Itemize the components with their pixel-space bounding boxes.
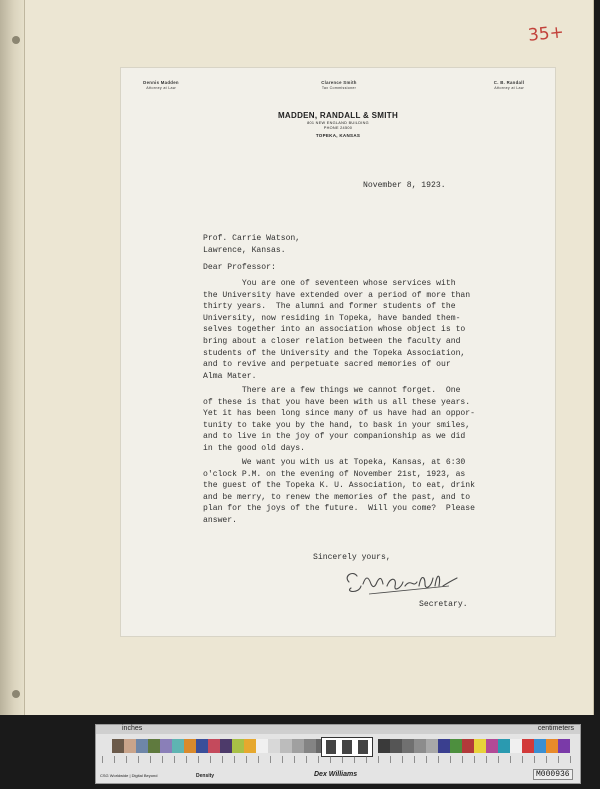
item-id-label: M000936 <box>533 769 573 780</box>
letterhead-left <box>136 81 186 90</box>
firm-name: MADDEN, RANDALL & SMITH <box>277 111 399 120</box>
color-swatch <box>558 739 570 753</box>
firm-block <box>238 111 438 138</box>
letter-date: November 8, 1923. <box>363 181 446 190</box>
color-swatch <box>172 739 184 753</box>
letterhead-right <box>479 81 539 90</box>
color-swatch <box>486 739 498 753</box>
binding-edge <box>0 0 25 715</box>
color-swatch <box>378 739 390 753</box>
color-swatch <box>438 739 450 753</box>
page-number: 35+ <box>527 22 565 46</box>
signer-title: Secretary. <box>419 600 468 609</box>
color-swatch <box>462 739 474 753</box>
binding-hole <box>12 690 20 698</box>
centimeters-label: centimeters <box>537 725 574 732</box>
letterhead-center-name: Clarence Smith <box>321 80 357 85</box>
color-swatch <box>450 739 462 753</box>
color-swatch <box>390 739 402 753</box>
color-swatch <box>414 739 426 753</box>
binding-hole <box>12 36 20 44</box>
color-swatch <box>426 739 438 753</box>
ruler-ticks <box>102 756 572 763</box>
recipient-address: Prof. Carrie Watson, Lawrence, Kansas. <box>203 234 301 255</box>
color-swatch <box>244 739 256 753</box>
color-calibration-target <box>95 724 581 784</box>
density-label: Density <box>196 773 215 779</box>
color-swatch <box>534 739 546 753</box>
paragraph-3: We want you with us at Topeka, Kansas, at 6:30 o'clock P.M. on the evening of November 21st, 1923, as the guest of the Topeka K. U. Association, to eat, drink and be merry, to renew the memories of the past, and to plan for the joys of the future. Will you come? Please answer. <box>203 458 475 525</box>
color-swatch <box>160 739 172 753</box>
color-swatch <box>546 739 558 753</box>
color-swatch <box>474 739 486 753</box>
handwritten-signature <box>339 568 469 598</box>
color-swatch <box>510 739 522 753</box>
paragraph-2: There are a few things we cannot forget. One of these is that you have been with us all these years. Yet it has been long since many of us have had an oppor- tunity to take you by the hand, to bask in your smiles, and to live in the joy of your companionship as we did in the good old days. <box>203 386 475 453</box>
color-swatch <box>196 739 208 753</box>
color-swatch <box>136 739 148 753</box>
target-copyright: CSG Worldwide | Digital Beyond <box>100 773 158 778</box>
color-swatch <box>148 739 160 753</box>
paragraph-1: You are one of seventeen whose services with the University have extended over a period of more than thirty years. The alumni and former students of the University, now residing in Topeka, have banded them- selves together into an association whose object is to bring about a closer relation between the faculty and students of the University and the Topeka Association, and to revive and perpetuate sacred memories of our Alma Mater. <box>203 279 471 381</box>
color-swatch <box>184 739 196 753</box>
letterhead-left-name: Dennis Madden <box>143 80 179 85</box>
salutation: Dear Professor: <box>203 263 276 272</box>
letterhead-center <box>304 81 374 90</box>
target-footer <box>96 769 580 783</box>
inches-label: inches <box>122 725 143 732</box>
firm-building: 801 NEW ENGLAND BUILDING <box>307 121 369 125</box>
letterhead-right-role: Attorney at Law <box>494 85 524 90</box>
firm-phone: PHONE 24500 <box>323 126 353 130</box>
target-brand: Dex Williams <box>314 771 358 778</box>
color-swatch <box>402 739 414 753</box>
letterhead-center-role: Tax Commissioner <box>321 85 357 90</box>
target-header <box>96 725 580 734</box>
gray-scale-block <box>321 737 373 757</box>
color-swatch <box>522 739 534 753</box>
color-swatch <box>208 739 220 753</box>
color-swatch <box>232 739 244 753</box>
color-swatch <box>304 739 316 753</box>
color-swatch <box>280 739 292 753</box>
color-swatch <box>112 739 124 753</box>
color-swatch <box>256 739 268 753</box>
color-swatch <box>220 739 232 753</box>
color-swatch <box>292 739 304 753</box>
letter-sheet <box>121 68 555 636</box>
closing: Sincerely yours, <box>313 553 391 562</box>
color-swatch <box>498 739 510 753</box>
letterhead-left-role: Attorney at Law <box>146 85 176 90</box>
color-swatch <box>124 739 136 753</box>
color-swatch <box>268 739 280 753</box>
firm-city: TOPEKA, KANSAS <box>315 133 361 138</box>
letterhead-right-name: C. B. Randall <box>493 80 525 85</box>
